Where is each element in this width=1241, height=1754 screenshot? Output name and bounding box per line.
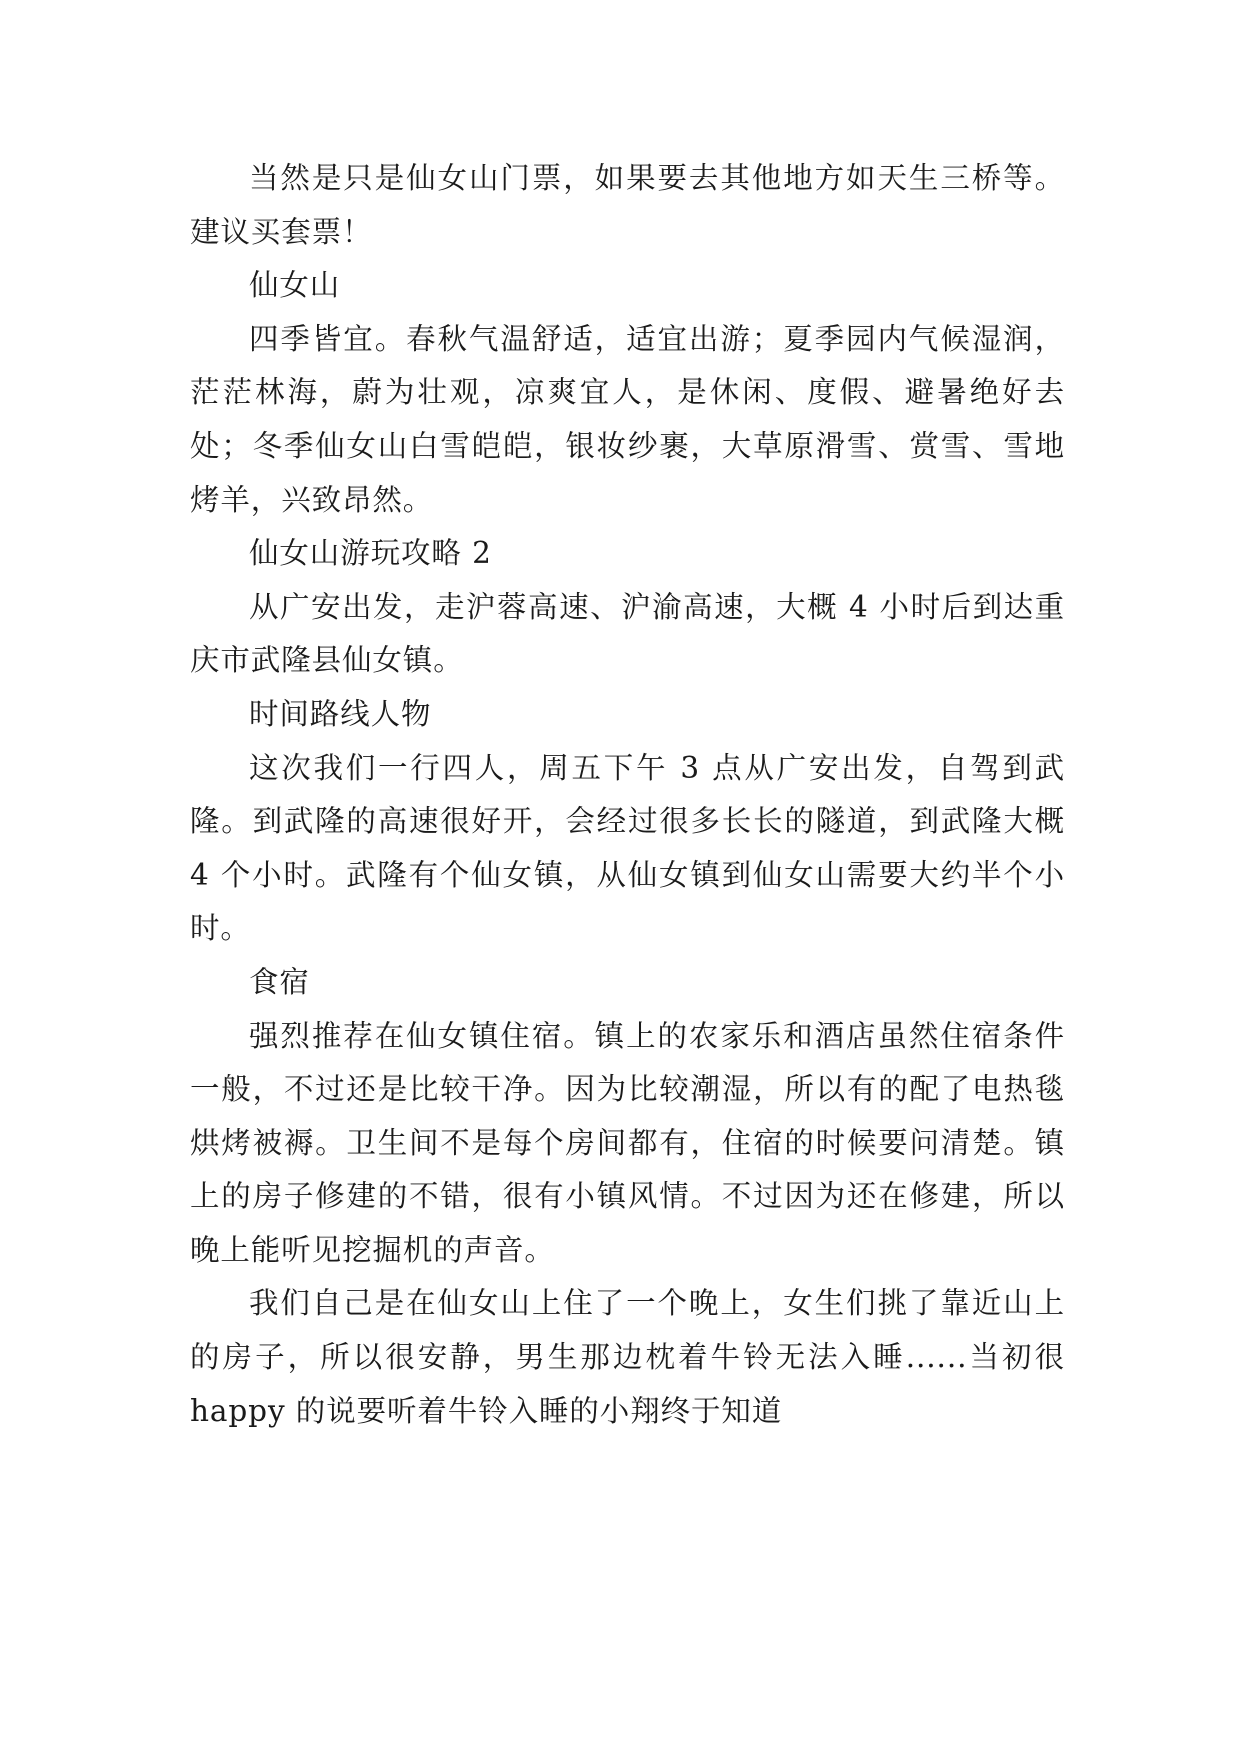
heading-time-route-people: 时间路线人物	[249, 696, 432, 731]
paragraph-route: 从广安出发，走沪蓉高速、沪渝高速，大概 4 小时后到达重庆市武隆县仙女镇。	[190, 589, 1065, 678]
paragraph-lodging-recommendation: 强烈推荐在仙女镇住宿。镇上的农家乐和酒店虽然住宿条件一般，不过还是比较干净。因为比较潮湿，所以有的配了电热毯烘烤被褥。卫生间不是每个房间都有，住宿的时候要问清楚。镇上的房子修建的不错，很有小镇风情。不过因为还在修建，所以晚上能听见挖掘机的声音。	[190, 1018, 1065, 1267]
paragraph-trip-details: 这次我们一行四人，周五下午 3 点从广安出发，自驾到武隆。到武隆的高速很好开，会经过很多长长的隧道，到武隆大概 4 个小时。武隆有个仙女镇，从仙女镇到仙女山需要大约半个小时。	[190, 750, 1065, 946]
document-body	[190, 152, 1065, 1438]
paragraph-seasons: 四季皆宜。春秋气温舒适，适宜出游；夏季园内气候湿润，茫茫林海，蔚为壮观，凉爽宜人，是休闲、度假、避暑绝好去处；冬季仙女山白雪皑皑，银妆纱裹，大草原滑雪、赏雪、雪地烤羊，兴致昂然。	[190, 321, 1065, 517]
heading-xiannvshan: 仙女山	[249, 268, 341, 303]
paragraph-ticket-note: 当然是只是仙女山门票，如果要去其他地方如天生三桥等。建议买套票！	[190, 161, 1065, 249]
paragraph-mountain-stay: 我们自己是在仙女山上住了一个晚上，女生们挑了靠近山上的房子，所以很安静，男生那边枕着牛铃无法入睡......当初很 happy 的说要听着牛铃入睡的小翔终于知道	[190, 1286, 1065, 1428]
heading-food-lodging: 食宿	[249, 964, 310, 999]
heading-travel-guide-2: 仙女山游玩攻略 2	[249, 536, 492, 571]
